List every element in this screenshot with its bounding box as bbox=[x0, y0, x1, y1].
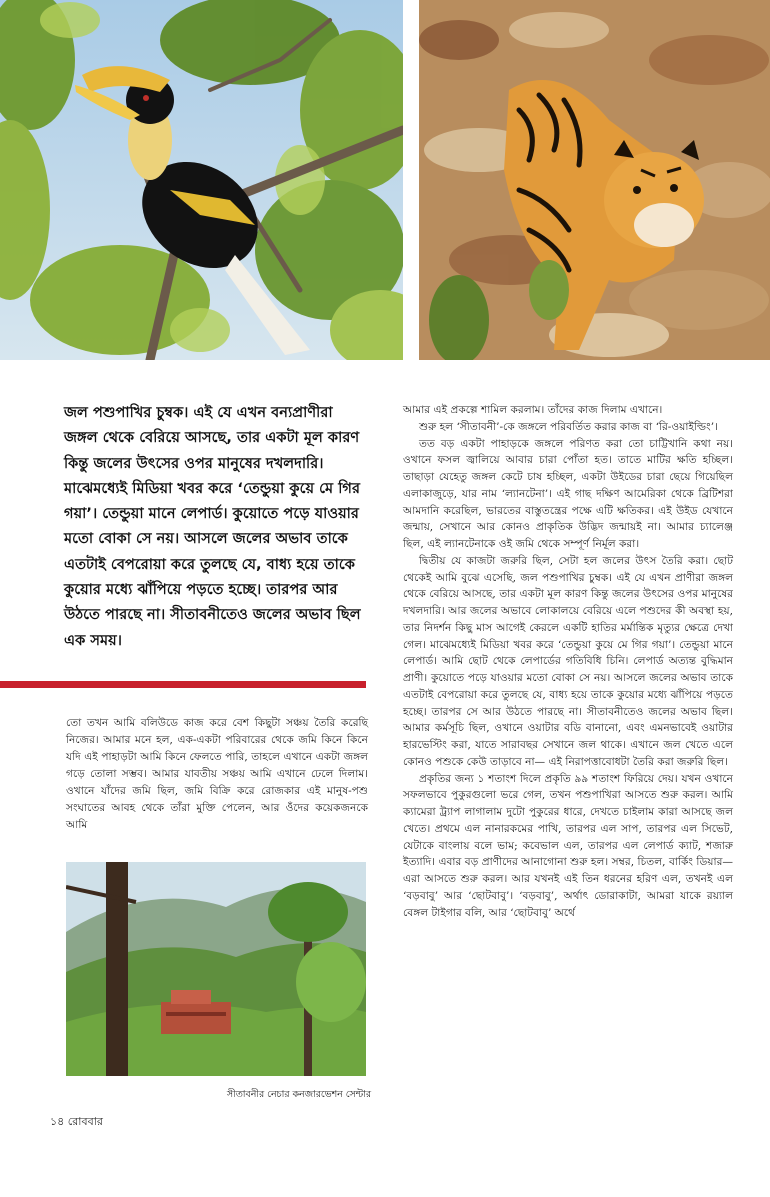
page-folio: ১৪ রোববার bbox=[50, 1115, 103, 1128]
tiger-illustration bbox=[419, 0, 770, 360]
right-paragraph-2: শুরু হল ‘সীতাবনী’-কে জঙ্গলে পরিবর্তিত করার কাজ বা ‘রি-ওয়াইল্ডিং’। bbox=[419, 420, 718, 433]
right-paragraph-1: আমার এই প্রকল্পে শামিল করলাম। তাঁদের কাজ দিলাম এখানে। bbox=[403, 404, 663, 416]
hornbill-illustration bbox=[0, 0, 403, 360]
conservation-center-photo bbox=[66, 862, 366, 1076]
pull-quote: জল পশুপাখির চুম্বক। এই যে এখন বন্যপ্রাণীরা জঙ্গল থেকে বেরিয়ে আসছে, তার একটা মূল কারণ কিন্তু জলের উৎসের ওপর মানুষের দখলদারি। মাঝেমধ্যেই মিডিয়া খবর করে ‘তেন্ডুয়া কুয়ে মে গির গয়া’। তেন্ডুয়া মানে লেপার্ড। কুয়োতে পড়ে যাওয়ার মতো বোকা সে নয়। আসলে জলের অভাব তাকে এতটাই বেপরোয়া করে তুলছে যে, বাধ্য হয়ে তাকে কুয়োর মধ্যে ঝাঁপিয়ে পড়তে হচ্ছে। তারপর আর উঠতে পারছে না। সীতাবনীতেও জলের অভাব ছিল এক সময়। bbox=[64, 404, 361, 649]
photo-caption: সীতাবনীর নেচার কনজারভেশন সেন্টার bbox=[226, 1089, 371, 1100]
tiger-photo bbox=[419, 0, 770, 360]
red-divider bbox=[0, 681, 366, 688]
left-paragraph: তো তখন আমি বলিউডে কাজ করে বেশ কিছুটা সঞ্চয় তৈরি করেছি নিজের। আমার মনে হল, এক-একটা পরিবারের থেকে জমি কিনে কিনে যদি এই পাহাড়টা আমি কিনে ফেলতে পারি, তাহলে এখানে একটা জঙ্গল গড়ে তোলা সম্ভব। আমার যাবতীয় সঞ্চয় আমি এখানে ঢেলে দিলাম। ওখানে যাঁদের জমি ছিল, জমি বিক্রি করে রোজকার এই মানুষ-পশু সংঘাতের আবহ থেকে তাঁরা মুক্তি পেলেন, আর ওঁদের কয়েকজনকে আমি bbox=[66, 717, 368, 831]
conservation-center-illustration bbox=[66, 862, 366, 1076]
left-column bbox=[66, 715, 368, 834]
right-paragraph-4: দ্বিতীয় যে কাজটা জরুরি ছিল, সেটা হল জলের উৎস তৈরি করা। ছোট থেকেই আমি বুঝে এসেছি, জল পশুপাখির চুম্বক। এই যে এখন প্রাণীরা জঙ্গল থেকে বেরিয়ে আসছে, তার একটা মূল কারণ কিন্তু জলের উৎসের ওপর মানুষের দখলদারি। আর জলের অভাবে লোকালয়ে বেরিয়ে এলে পশুদের কী অবস্থা হয়, তার নিদর্শন কিছু মাস আগেই কেরলে একটি হাতির মর্মান্তিক মৃত্যুর ক্ষেত্রে দেখা গেল। মাঝেমধ্যেই মিডিয়া খবর করে ‘তেন্ডুয়া কুয়ে মে গির গয়া’। তেন্ডুয়া মানে লেপার্ড। আমি ছোট থেকে লেপার্ডের গতিবিধি চিনি। লেপার্ড অত্যন্ত বুদ্ধিমান প্রাণী। কুয়োতে পড়ে যাওয়ার মতো বোকা সে নয়। আসলে জলের অভাব তাকে এতটাই বেপরোয়া করে তুলছে যে, বাধ্য হয়ে তাকে কুয়োর মধ্যে ঝাঁপিয়ে পড়তে হচ্ছে। তারপর সে আর উঠতে পারছে না। সীতাবনীতেও জলের অভাব ছিল। আমার কর্মসূচি ছিল, ওখানে ওয়াটার বডি বানানো, এবং এমনভাবেই ওয়াটার হারভেস্টিং করা, যাতে সারাবছর সেখানে জল থাকে। এখানে জল খেতে এলে কোনও পশুকে কেউ তাড়াবে না— এই নিরাপত্তাবোধটা তৈরি করা জরুরি ছিল। bbox=[403, 554, 733, 768]
hornbill-photo bbox=[0, 0, 403, 360]
right-paragraph-3: তত বড় একটা পাহাড়কে জঙ্গলে পরিণত করা তো চাট্টিখানি কথা নয়। ওখানে ফসল জ্বালিয়ে আবার চারা পোঁতা হত। তাতে মাটির ক্ষতি হচ্ছিল। তাছাড়া যেহেতু জঙ্গল কেটে চাষ হচ্ছিল, একটা উইডের চারা ছেয়ে গিয়েছিল এলাকাজুড়ে, যার নাম ‘ল্যানটেনা’। এই গাছ দক্ষিণ আমেরিকা থেকে ব্রিটিশরা আমদানি করেছিল, ভারতের বাস্তুতন্ত্রের পক্ষে এটি ক্ষতিকর। এই উইড যেখানে জন্মায়, সেখানে আর কোনও প্রাকৃতিক উদ্ভিদ জন্মায়ই না। আমার চ্যালেঞ্জ ছিল, এই ল্যানটেনাকে ওই জমি থেকে সম্পূর্ণ নির্মূল করা। bbox=[403, 437, 733, 550]
right-paragraph-5: প্রকৃতির জন্য ১ শতাংশ দিলে প্রকৃতি ৯৯ শতাংশ ফিরিয়ে দেয়। যখন ওখানে সফলভাবে পুকুরগুলো ভরে গেল, তখন পশুপাখিরা আসতে শুরু করল। আমি ক্যামেরা ট্র্যাপ লাগালাম দুটো পুকুরের ধারে, দেখতে চাইলাম কারা আসছে জল খেতে। প্রথমে এল নানারকমের পাখি, তারপর এল সাপ, তারপর এল সিভেট, যেটাকে বাংলায় বলে ভাম; কবেভাল এল, তারপর এল লেপার্ড ক্যাট, শজারু ইত্যাদি। এবার বড় প্রাণীদের আনাগোনা শুরু হল। সম্বর, চিতল, বার্কিং ডিয়ার— এরা আসতে শুরু করল। আর যখনই এই তিন ধরনের হরিণ এল, তখনই এল ‘বড়বাবু’ আর ‘ছোটবাবু’। ‘বড়বাবু’, অর্থাৎ ডোরাকাটা, আমরা যাকে রয়্যাল বেঙ্গল টাইগার বলি, আর ‘ছোটবাবু’ অর্থে bbox=[403, 772, 733, 919]
right-column bbox=[403, 402, 733, 921]
